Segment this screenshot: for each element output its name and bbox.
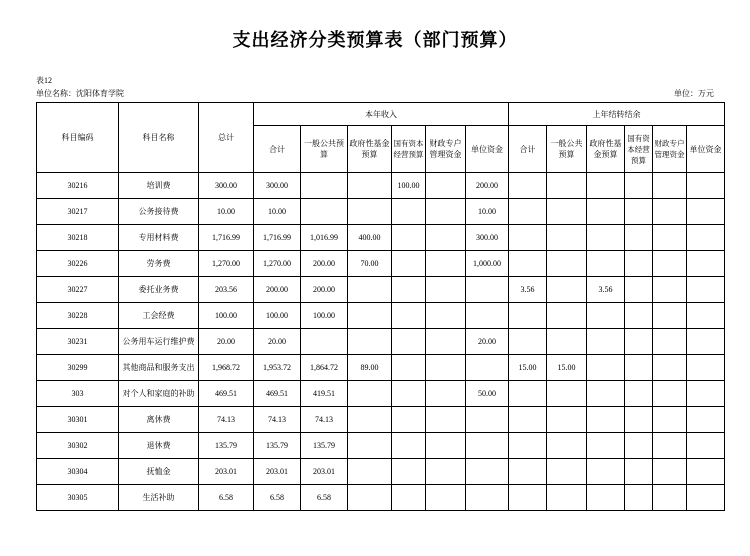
- cell-current-year-5: 1,000.00: [466, 251, 509, 277]
- cell-current-year-1: 100.00: [301, 303, 348, 329]
- cell-carryover-5: [687, 485, 725, 511]
- cell-current-year-3: [392, 277, 426, 303]
- cell-name: 委托业务费: [119, 277, 199, 303]
- cell-code: 30217: [37, 199, 119, 225]
- table-row: [37, 407, 725, 433]
- cell-carryover-2: [587, 381, 625, 407]
- table-header: [37, 103, 725, 173]
- cell-name: 工会经费: [119, 303, 199, 329]
- cell-current-year-4: [426, 251, 466, 277]
- cell-current-year-5: [466, 459, 509, 485]
- document-page: [0, 26, 750, 556]
- cell-current-year-0: 100.00: [254, 303, 301, 329]
- cell-current-year-1: 200.00: [301, 277, 348, 303]
- cell-current-year-4: [426, 459, 466, 485]
- cell-current-year-3: [392, 251, 426, 277]
- cell-total: 74.13: [199, 407, 254, 433]
- cell-carryover-4: [653, 485, 687, 511]
- cell-carryover-2: 3.56: [587, 277, 625, 303]
- cell-current-year-1: 203.01: [301, 459, 348, 485]
- cell-carryover-1: [547, 225, 587, 251]
- cell-total: 10.00: [199, 199, 254, 225]
- cell-current-year-2: [348, 173, 392, 199]
- cell-current-year-0: 300.00: [254, 173, 301, 199]
- cell-carryover-3: [625, 485, 653, 511]
- cell-current-year-5: 200.00: [466, 173, 509, 199]
- cell-current-year-2: 400.00: [348, 225, 392, 251]
- cell-carryover-3: [625, 459, 653, 485]
- cell-code: 30305: [37, 485, 119, 511]
- cell-carryover-5: [687, 173, 725, 199]
- cell-current-year-5: 300.00: [466, 225, 509, 251]
- cell-carryover-1: [547, 329, 587, 355]
- cell-current-year-2: [348, 303, 392, 329]
- budget-table: [36, 102, 725, 511]
- header-cy-col-3: 国有资本经营预算: [392, 126, 426, 173]
- cell-current-year-2: [348, 329, 392, 355]
- cell-carryover-3: [625, 251, 653, 277]
- cell-current-year-1: 135.79: [301, 433, 348, 459]
- cell-current-year-4: [426, 433, 466, 459]
- table-row: [37, 277, 725, 303]
- amount-unit: 单位：万元: [674, 89, 714, 98]
- cell-carryover-4: [653, 381, 687, 407]
- cell-carryover-2: [587, 485, 625, 511]
- header-group-carryover: 上年结转结余: [509, 103, 725, 126]
- cell-carryover-4: [653, 303, 687, 329]
- header-code: 科目编码: [37, 103, 119, 173]
- cell-current-year-5: [466, 485, 509, 511]
- cell-code: 30301: [37, 407, 119, 433]
- cell-carryover-1: [547, 381, 587, 407]
- table-row: [37, 199, 725, 225]
- cell-name: 劳务费: [119, 251, 199, 277]
- cell-total: 1,716.99: [199, 225, 254, 251]
- cell-current-year-1: [301, 329, 348, 355]
- cell-carryover-4: [653, 329, 687, 355]
- cell-current-year-3: 100.00: [392, 173, 426, 199]
- cell-code: 303: [37, 381, 119, 407]
- header-cy-col-1: 一般公共预算: [301, 126, 348, 173]
- table-row: [37, 355, 725, 381]
- cell-carryover-2: [587, 251, 625, 277]
- cell-current-year-2: [348, 381, 392, 407]
- cell-name: 培训费: [119, 173, 199, 199]
- header-co-col-0: 合计: [509, 126, 547, 173]
- cell-current-year-2: [348, 199, 392, 225]
- cell-carryover-0: [509, 225, 547, 251]
- cell-carryover-5: [687, 251, 725, 277]
- cell-current-year-3: [392, 485, 426, 511]
- cell-carryover-1: [547, 277, 587, 303]
- cell-carryover-4: [653, 459, 687, 485]
- cell-current-year-1: 200.00: [301, 251, 348, 277]
- cell-total: 469.51: [199, 381, 254, 407]
- cell-current-year-2: [348, 485, 392, 511]
- cell-current-year-3: [392, 407, 426, 433]
- cell-code: 30218: [37, 225, 119, 251]
- cell-carryover-0: 3.56: [509, 277, 547, 303]
- table-row: [37, 381, 725, 407]
- table-row: [37, 303, 725, 329]
- cell-carryover-0: [509, 407, 547, 433]
- cell-name: 对个人和家庭的补助: [119, 381, 199, 407]
- table-row: [37, 433, 725, 459]
- cell-current-year-3: [392, 459, 426, 485]
- cell-name: 公务接待费: [119, 199, 199, 225]
- cell-current-year-4: [426, 355, 466, 381]
- cell-current-year-4: [426, 277, 466, 303]
- cell-current-year-5: 20.00: [466, 329, 509, 355]
- cell-carryover-0: [509, 173, 547, 199]
- cell-current-year-5: [466, 277, 509, 303]
- cell-current-year-0: 74.13: [254, 407, 301, 433]
- cell-total: 100.00: [199, 303, 254, 329]
- cell-current-year-1: 74.13: [301, 407, 348, 433]
- cell-current-year-1: [301, 199, 348, 225]
- header-group-current-year: 本年收入: [254, 103, 509, 126]
- header-cy-col-5: 单位资金: [466, 126, 509, 173]
- cell-name: 其他商品和服务支出: [119, 355, 199, 381]
- cell-current-year-3: [392, 225, 426, 251]
- cell-current-year-3: [392, 199, 426, 225]
- cell-code: 30227: [37, 277, 119, 303]
- cell-current-year-1: 6.58: [301, 485, 348, 511]
- cell-current-year-5: 50.00: [466, 381, 509, 407]
- cell-code: 30302: [37, 433, 119, 459]
- cell-carryover-2: [587, 329, 625, 355]
- cell-code: 30228: [37, 303, 119, 329]
- header-co-col-5: 单位资金: [687, 126, 725, 173]
- cell-carryover-5: [687, 381, 725, 407]
- cell-current-year-5: [466, 303, 509, 329]
- cell-carryover-2: [587, 173, 625, 199]
- cell-carryover-0: [509, 485, 547, 511]
- cell-code: 30231: [37, 329, 119, 355]
- cell-name: 生活补助: [119, 485, 199, 511]
- cell-carryover-3: [625, 199, 653, 225]
- cell-total: 300.00: [199, 173, 254, 199]
- cell-carryover-5: [687, 199, 725, 225]
- cell-current-year-1: 1,864.72: [301, 355, 348, 381]
- cell-current-year-4: [426, 303, 466, 329]
- cell-total: 203.01: [199, 459, 254, 485]
- cell-current-year-0: 200.00: [254, 277, 301, 303]
- header-cy-col-0: 合计: [254, 126, 301, 173]
- cell-name: 退休费: [119, 433, 199, 459]
- cell-carryover-4: [653, 433, 687, 459]
- page-title: 支出经济分类预算表（部门预算）: [232, 30, 518, 50]
- cell-current-year-5: [466, 355, 509, 381]
- cell-carryover-1: [547, 407, 587, 433]
- cell-carryover-2: [587, 303, 625, 329]
- cell-carryover-1: 15.00: [547, 355, 587, 381]
- cell-carryover-1: [547, 251, 587, 277]
- cell-carryover-5: [687, 459, 725, 485]
- cell-current-year-2: 70.00: [348, 251, 392, 277]
- cell-current-year-0: 1,716.99: [254, 225, 301, 251]
- cell-carryover-0: [509, 381, 547, 407]
- table-body: [37, 173, 725, 511]
- cell-total: 20.00: [199, 329, 254, 355]
- cell-current-year-1: [301, 173, 348, 199]
- cell-carryover-0: [509, 433, 547, 459]
- cell-carryover-1: [547, 173, 587, 199]
- meta-left: [36, 74, 124, 100]
- table-row: [37, 329, 725, 355]
- cell-carryover-0: [509, 303, 547, 329]
- cell-name: 专用材料费: [119, 225, 199, 251]
- cell-carryover-0: [509, 199, 547, 225]
- header-name: 科目名称: [119, 103, 199, 173]
- cell-current-year-4: [426, 485, 466, 511]
- cell-carryover-1: [547, 459, 587, 485]
- table-row: [37, 485, 725, 511]
- cell-current-year-4: [426, 199, 466, 225]
- cell-carryover-3: [625, 225, 653, 251]
- cell-current-year-4: [426, 225, 466, 251]
- table-row: [37, 459, 725, 485]
- cell-carryover-2: [587, 433, 625, 459]
- cell-carryover-2: [587, 355, 625, 381]
- cell-current-year-0: 135.79: [254, 433, 301, 459]
- cell-carryover-5: [687, 225, 725, 251]
- cell-current-year-0: 6.58: [254, 485, 301, 511]
- cell-carryover-4: [653, 173, 687, 199]
- cell-carryover-4: [653, 251, 687, 277]
- cell-code: 30304: [37, 459, 119, 485]
- cell-carryover-3: [625, 173, 653, 199]
- cell-carryover-3: [625, 433, 653, 459]
- cell-name: 抚恤金: [119, 459, 199, 485]
- cell-current-year-4: [426, 407, 466, 433]
- form-number: 表12: [36, 76, 52, 85]
- header-cy-col-2: 政府性基金预算: [348, 126, 392, 173]
- cell-carryover-4: [653, 407, 687, 433]
- cell-carryover-5: [687, 407, 725, 433]
- cell-carryover-3: [625, 355, 653, 381]
- cell-current-year-3: [392, 381, 426, 407]
- cell-current-year-1: 1,016.99: [301, 225, 348, 251]
- table-row: [37, 251, 725, 277]
- cell-carryover-1: [547, 303, 587, 329]
- cell-carryover-0: 15.00: [509, 355, 547, 381]
- cell-current-year-2: 89.00: [348, 355, 392, 381]
- cell-carryover-4: [653, 199, 687, 225]
- cell-carryover-5: [687, 355, 725, 381]
- cell-current-year-5: [466, 407, 509, 433]
- cell-current-year-3: [392, 433, 426, 459]
- cell-carryover-4: [653, 225, 687, 251]
- cell-code: 30216: [37, 173, 119, 199]
- cell-current-year-0: 469.51: [254, 381, 301, 407]
- cell-carryover-0: [509, 459, 547, 485]
- cell-name: 公务用车运行维护费: [119, 329, 199, 355]
- header-co-col-2: 政府性基金预算: [587, 126, 625, 173]
- cell-name: 离休费: [119, 407, 199, 433]
- table-row: [37, 173, 725, 199]
- cell-carryover-1: [547, 433, 587, 459]
- cell-carryover-5: [687, 329, 725, 355]
- cell-current-year-2: [348, 407, 392, 433]
- cell-code: 30299: [37, 355, 119, 381]
- cell-carryover-5: [687, 277, 725, 303]
- header-co-col-4: 财政专户管理资金: [653, 126, 687, 173]
- cell-carryover-5: [687, 303, 725, 329]
- cell-carryover-0: [509, 329, 547, 355]
- cell-current-year-2: [348, 277, 392, 303]
- cell-total: 1,270.00: [199, 251, 254, 277]
- cell-code: 30226: [37, 251, 119, 277]
- cell-current-year-4: [426, 329, 466, 355]
- cell-current-year-1: 419.51: [301, 381, 348, 407]
- cell-current-year-5: [466, 433, 509, 459]
- cell-total: 135.79: [199, 433, 254, 459]
- cell-total: 1,968.72: [199, 355, 254, 381]
- header-co-col-1: 一般公共预算: [547, 126, 587, 173]
- header-row-groups: [37, 103, 725, 126]
- cell-current-year-0: 1,953.72: [254, 355, 301, 381]
- cell-current-year-0: 1,270.00: [254, 251, 301, 277]
- cell-carryover-3: [625, 277, 653, 303]
- cell-current-year-2: [348, 433, 392, 459]
- cell-carryover-4: [653, 355, 687, 381]
- document-meta: [36, 74, 714, 102]
- header-cy-col-4: 财政专户管理资金: [426, 126, 466, 173]
- cell-total: 6.58: [199, 485, 254, 511]
- cell-carryover-3: [625, 303, 653, 329]
- cell-current-year-3: [392, 329, 426, 355]
- unit-name-label: 单位名称：: [36, 89, 76, 98]
- cell-current-year-2: [348, 459, 392, 485]
- cell-carryover-2: [587, 199, 625, 225]
- cell-current-year-0: 20.00: [254, 329, 301, 355]
- cell-carryover-1: [547, 199, 587, 225]
- cell-current-year-3: [392, 303, 426, 329]
- cell-carryover-0: [509, 251, 547, 277]
- cell-total: 203.56: [199, 277, 254, 303]
- cell-carryover-3: [625, 381, 653, 407]
- cell-current-year-0: 203.01: [254, 459, 301, 485]
- cell-current-year-4: [426, 381, 466, 407]
- cell-carryover-2: [587, 407, 625, 433]
- header-co-col-3: 国有资本经营预算: [625, 126, 653, 173]
- cell-current-year-5: 10.00: [466, 199, 509, 225]
- cell-carryover-3: [625, 407, 653, 433]
- unit-name-value: 沈阳体育学院: [76, 89, 124, 98]
- cell-current-year-4: [426, 173, 466, 199]
- cell-carryover-5: [687, 433, 725, 459]
- cell-carryover-4: [653, 277, 687, 303]
- unit-name-line: [36, 87, 124, 100]
- table-row: [37, 225, 725, 251]
- cell-carryover-2: [587, 225, 625, 251]
- cell-carryover-2: [587, 459, 625, 485]
- cell-carryover-1: [547, 485, 587, 511]
- cell-carryover-3: [625, 329, 653, 355]
- header-total: 总计: [199, 103, 254, 173]
- cell-current-year-0: 10.00: [254, 199, 301, 225]
- cell-current-year-3: [392, 355, 426, 381]
